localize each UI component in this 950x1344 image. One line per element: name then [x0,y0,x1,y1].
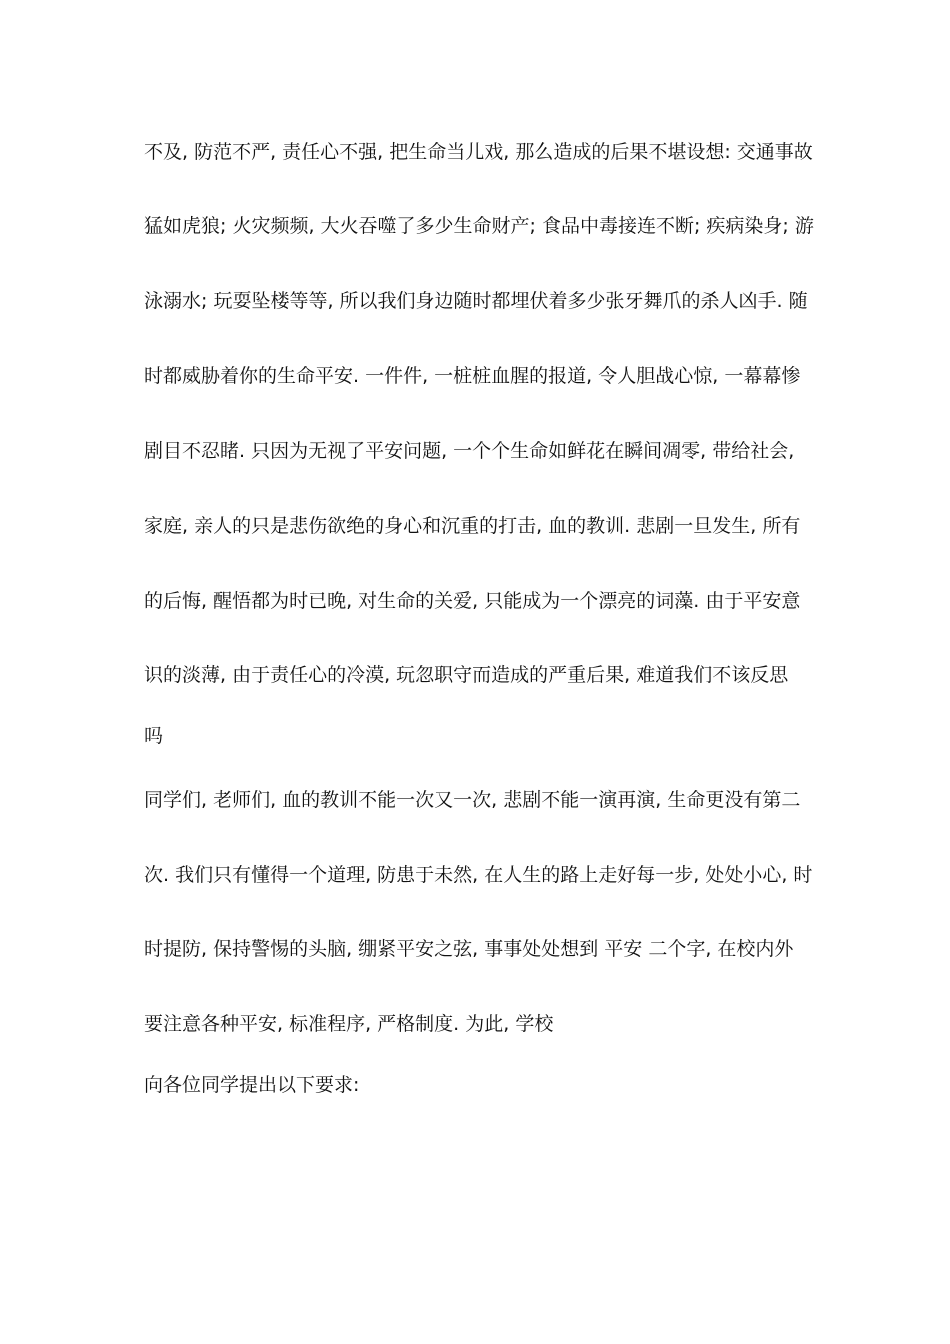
text-line: 要注意各种平安, 标准程序, 严格制度. 为此, 学校 [144,1013,554,1035]
text-line: 家庭, 亲人的只是悲伤欲绝的身心和沉重的打击, 血的教训. 悲剧一旦发生, 所有 [144,515,801,537]
text-line: 的后悔, 醒悟都为时已晚, 对生命的关爱, 只能成为一个漂亮的词藻. 由于平安意 [144,590,801,612]
text-line: 时都威胁着你的生命平安. 一件件, 一桩桩血腥的报道, 令人胆战心惊, 一幕幕惨 [144,365,801,387]
text-line: 时提防, 保持警惕的头脑, 绷紧平安之弦, 事事处处想到 平安 二个字, 在校内外 [144,938,794,960]
text-line: 吗 [144,725,164,747]
text-line: 剧目不忍睹. 只因为无视了平安问题, 一个个生命如鲜花在瞬间凋零, 带给社会, [144,440,795,462]
text-line: 识的淡薄, 由于责任心的冷漠, 玩忽职守而造成的严重后果, 难道我们不该反思 [144,664,789,686]
text-line: 猛如虎狼; 火灾频频, 大火吞噬了多少生命财产; 食品中毒接连不断; 疾病染身; 游 [144,215,814,237]
text-line: 不及, 防范不严, 责任心不强, 把生命当儿戏, 那么造成的后果不堪设想: 交通事故 [144,141,813,163]
text-line: 泳溺水; 玩耍坠楼等等, 所以我们身边随时都埋伏着多少张牙舞爪的杀人凶手. 随 [144,290,808,312]
text-line: 同学们, 老师们, 血的教训不能一次又一次, 悲剧不能一演再演, 生命更没有第二 [144,789,801,811]
text-line: 次. 我们只有懂得一个道理, 防患于未然, 在人生的路上走好每一步, 处处小心, 时 [144,864,813,886]
text-line: 向各位同学提出以下要求: [144,1074,360,1096]
